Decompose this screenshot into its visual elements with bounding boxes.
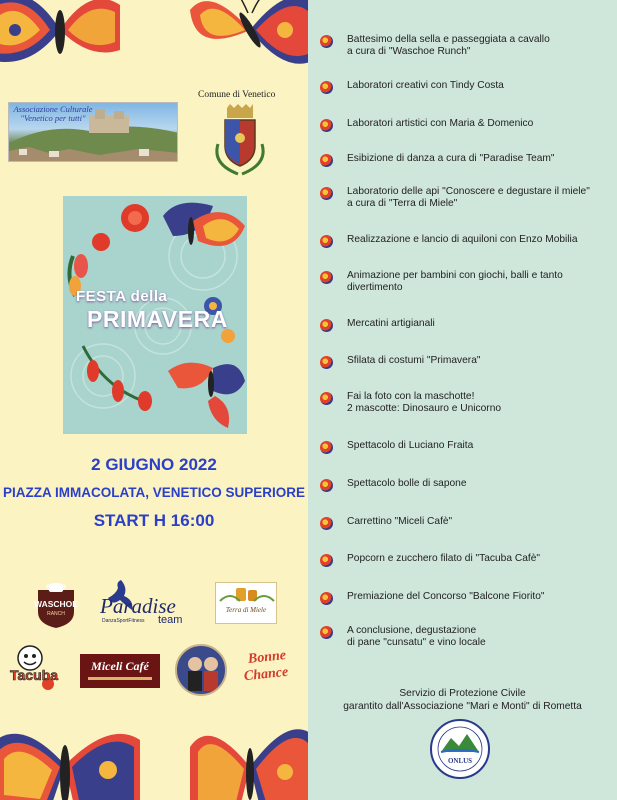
flower-bullet-icon <box>320 187 333 200</box>
flower-bullet-icon <box>320 554 333 567</box>
list-item <box>320 625 607 649</box>
paradise-logo-subtext: DanzaSportFitness <box>102 618 145 624</box>
tacuba-logo <box>10 644 62 694</box>
list-item <box>320 270 607 294</box>
program-item-text: Sfilata di costumi "Primavera" <box>347 355 481 366</box>
flower-bullet-icon <box>320 81 333 94</box>
paradise-logo-team: team <box>158 614 183 626</box>
association-logo-label: Associazione Culturale "Venetico per tutti" <box>13 104 93 123</box>
list-item <box>320 234 607 248</box>
flower-bullet-icon <box>320 235 333 248</box>
bonne-chance-logo <box>240 650 302 690</box>
terra-di-miele-text: Terra di Miele <box>225 606 267 614</box>
footer-line1: Servizio di Protezione Civile <box>399 688 526 699</box>
waschoe-ranch-logo <box>32 582 80 628</box>
bonne-logo-line1: Bonne <box>247 648 287 667</box>
program-item-text: Carrettino "Miceli Cafè" <box>347 516 453 527</box>
program-item-text: Fai la foto con la maschotte! 2 mascotte: Dinosauro e Unicorno <box>347 391 502 414</box>
honey-jar-icon <box>216 585 276 605</box>
festa-primavera-poster <box>63 196 247 434</box>
poster-title-line2: PRIMAVERA <box>87 306 228 332</box>
paradise-logo-text: Paradise <box>100 594 176 618</box>
program-item-text: Spettacolo bolle di sapone <box>347 478 467 489</box>
poster-title-line1: FESTA della <box>76 288 168 305</box>
paradise-team-logo <box>98 578 198 630</box>
program-item-text: Animazione per bambini con giochi, balli e tanto divertimento <box>347 270 563 293</box>
flower-bullet-icon <box>320 119 333 132</box>
flower-bullet-icon <box>320 517 333 530</box>
waschoe-logo-text: WASCHOE <box>34 599 78 609</box>
association-logo-photo <box>8 102 178 162</box>
event-place: PIAZZA IMMACOLATA, VENETICO SUPERIORE <box>2 485 305 500</box>
program-item-text: A conclusione, degustazione di pane "cunsatu" e vino locale <box>347 625 486 648</box>
program-item-text: Popcorn e zucchero filato di "Tacuba Cafè" <box>347 553 540 564</box>
list-item <box>320 591 607 605</box>
program-item-text: Spettacolo di Luciano Fraita <box>347 440 474 451</box>
list-item <box>320 391 607 415</box>
flower-bullet-icon <box>320 626 333 639</box>
flower-bullet-icon <box>320 319 333 332</box>
program-item-text: Premiazione del Concorso "Balcone Fiorito" <box>347 591 545 602</box>
flower-bullet-icon <box>320 35 333 48</box>
comune-crest-icon <box>210 104 270 176</box>
list-item <box>320 118 607 132</box>
comune-label: Comune di Venetico <box>198 90 276 100</box>
protezione-civile-footer <box>308 688 617 713</box>
program-item-text: Esibizione di danza a cura di "Paradise Team" <box>347 153 555 164</box>
tacuba-logo-text: Tacuba <box>10 667 58 683</box>
onlus-seal-text: ONLUS <box>447 757 473 765</box>
moth-top-right-illustration <box>190 0 308 80</box>
flower-bullet-icon <box>320 356 333 369</box>
flower-bullet-icon <box>320 154 333 167</box>
flower-bullet-icon <box>320 441 333 454</box>
miceli-cafe-logo <box>80 654 160 688</box>
terra-di-miele-logo <box>215 582 277 624</box>
list-item <box>320 186 607 210</box>
performers-circle-photo <box>175 644 227 696</box>
list-item <box>320 478 607 492</box>
list-item <box>320 318 607 332</box>
flower-bullet-icon <box>320 592 333 605</box>
moth-top-left-illustration <box>0 0 120 75</box>
flower-bullet-icon <box>320 392 333 405</box>
list-item <box>320 34 607 58</box>
list-item <box>320 355 607 369</box>
waschoe-logo-subtext: RANCH <box>47 611 65 617</box>
moth-bottom-left-illustration <box>0 715 140 800</box>
left-panel <box>0 0 308 800</box>
list-item <box>320 80 607 94</box>
bonne-logo-line2: Chance <box>243 664 289 685</box>
program-item-text: Battesimo della sella e passeggiata a cavallo a cura di "Waschoe Runch" <box>347 34 550 57</box>
program-item-text: Laboratori artistici con Maria & Domenico <box>347 118 534 129</box>
footer-line2: garantito dall'Associazione "Mari e Monti" di Rometta <box>343 700 582 712</box>
list-item <box>320 440 607 454</box>
event-date: 2 GIUGNO 2022 <box>91 455 217 474</box>
list-item <box>320 516 607 530</box>
miceli-cafe-stripe <box>88 677 152 680</box>
program-item-text: Laboratorio delle api "Conoscere e degustare il miele" a cura di "Terra di Miele" <box>347 186 590 209</box>
event-start-time: START H 16:00 <box>93 511 215 530</box>
flower-bullet-icon <box>320 271 333 284</box>
program-item-text: Laboratori creativi con Tindy Costa <box>347 80 504 91</box>
miceli-cafe-text: Miceli Café <box>91 659 149 673</box>
mari-e-monti-seal-icon <box>429 718 491 780</box>
list-item <box>320 553 607 567</box>
program-item-text: Realizzazione e lancio di aquiloni con Enzo Mobilia <box>347 234 578 245</box>
list-item <box>320 153 607 167</box>
flower-bullet-icon <box>320 479 333 492</box>
program-item-text: Mercatini artigianali <box>347 318 435 329</box>
moth-bottom-right-illustration <box>190 712 308 800</box>
